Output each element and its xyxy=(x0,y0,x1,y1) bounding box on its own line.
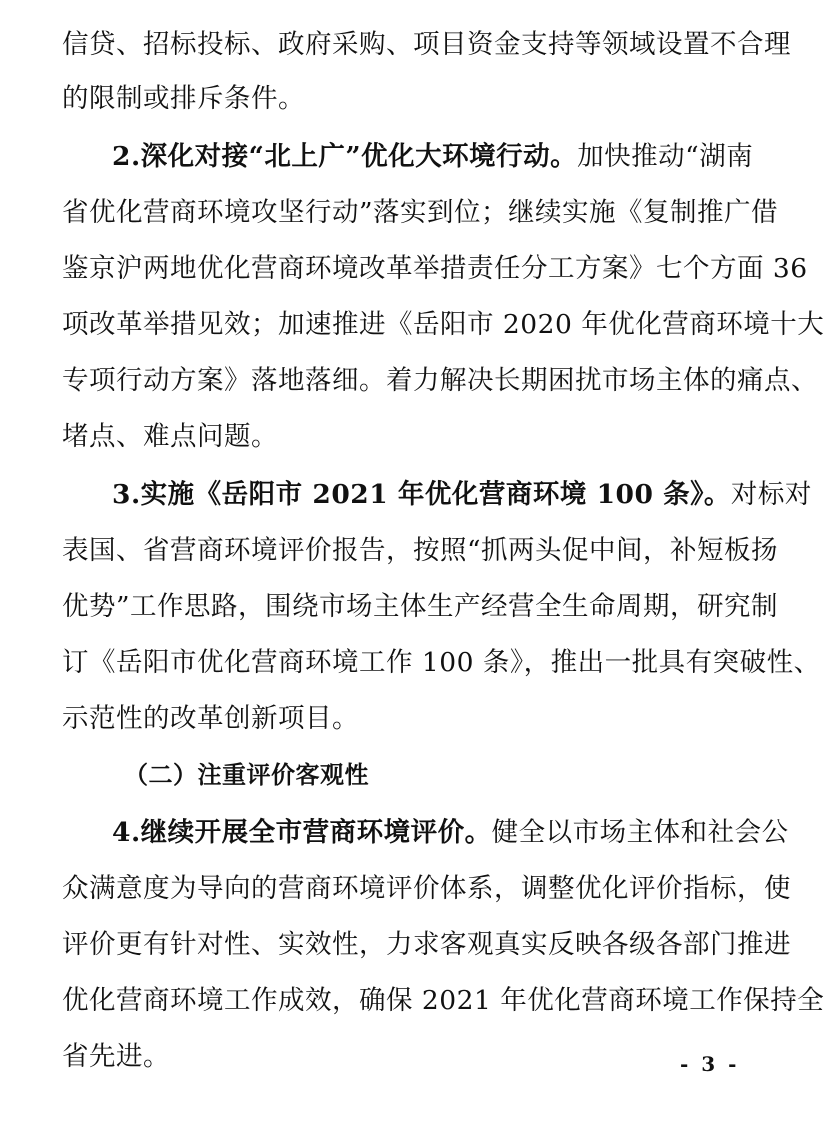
document-page xyxy=(62,28,824,1088)
text-line-5: 鉴京沪两地优化营商环境改革举措责任分工方案》七个方面 36 xyxy=(62,253,808,284)
text-line-8: 堵点、难点问题。 xyxy=(62,421,278,452)
text-line-18: 优化营商环境工作成效，确保 2021 年优化营商环境工作保持全 xyxy=(62,985,824,1016)
text-line-4: 省优化营商环境攻坚行动”落实到位；继续实施《复制推广借 xyxy=(62,197,779,228)
text-line-19: 省先进。 xyxy=(62,1041,170,1072)
item-3-heading: 3.实施《岳阳市 2021 年优化营商环境 100 条》。 xyxy=(112,479,731,510)
item-2-line xyxy=(112,140,754,176)
text-line-16: 众满意度为导向的营商环境评价体系，调整优化评价指标，使 xyxy=(62,873,791,904)
item-2-text: 加快推动“湖南 xyxy=(577,141,754,172)
item-4-heading: 4.继续开展全市营商环境评价。 xyxy=(112,817,492,848)
text-line-12: 订《岳阳市优化营商环境工作 100 条》，推出一批具有突破性、 xyxy=(62,647,821,678)
text-line-11: 优势”工作思路，围绕市场主体生产经营全生命周期，研究制 xyxy=(62,591,779,622)
text-line-6: 项改革举措见效；加速推进《岳阳市 2020 年优化营商环境十大 xyxy=(62,309,824,340)
item-3-line xyxy=(112,478,812,514)
item-3-text: 对标对 xyxy=(730,479,812,510)
item-2-heading: 2.深化对接“北上广”优化大环境行动。 xyxy=(112,141,578,172)
item-4-line xyxy=(112,816,789,852)
text-line-1: 信贷、招标投标、政府采购、项目资金支持等领域设置不合理 xyxy=(62,29,791,60)
text-line-7: 专项行动方案》落地落细。着力解决长期困扰市场主体的痛点、 xyxy=(62,365,818,396)
text-line-2: 的限制或排斥条件。 xyxy=(62,83,305,114)
page-number: - 3 - xyxy=(680,1052,740,1076)
text-line-10: 表国、省营商环境评价报告，按照“抓两头促中间，补短板扬 xyxy=(62,535,779,566)
section-heading-2: （二）注重评价客观性 xyxy=(124,760,369,789)
item-4-text: 健全以市场主体和社会公 xyxy=(491,817,789,848)
text-line-13: 示范性的改革创新项目。 xyxy=(62,703,359,734)
text-line-17: 评价更有针对性、实效性，力求客观真实反映各级各部门推进 xyxy=(62,929,791,960)
